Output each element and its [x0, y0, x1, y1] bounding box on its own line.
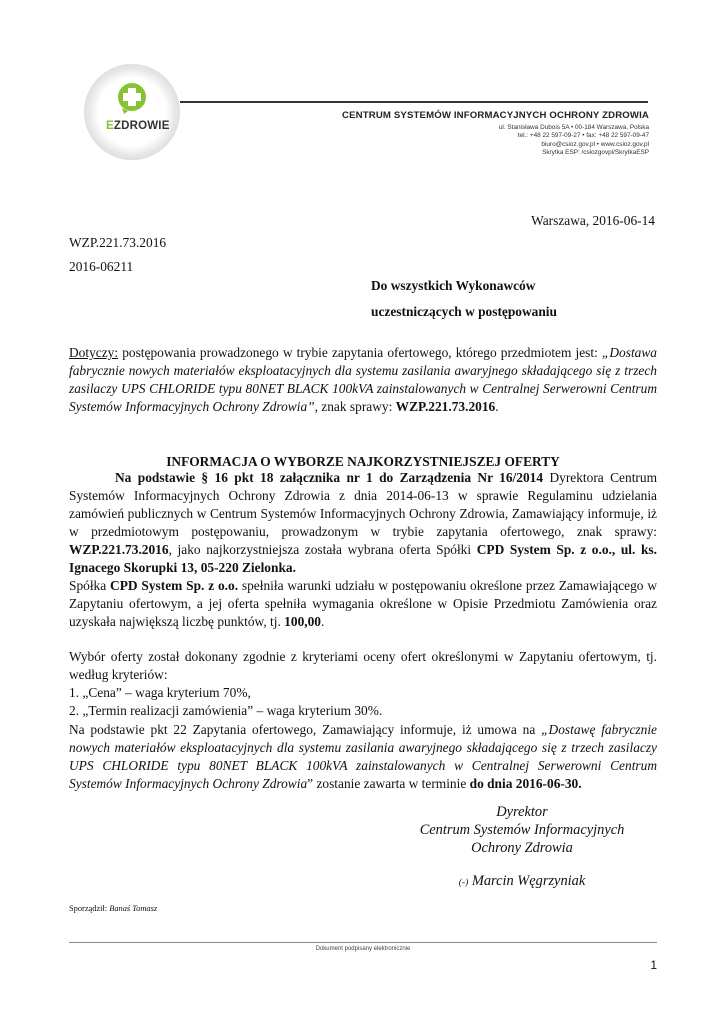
- contract-subject: „Dostawę fabrycznie nowych materiałów eksploatacyjnych dla systemu zasilania awaryjnego składającego się z trzech zasilaczy UPS CHLORIDE typu 80NET BLACK 100kVA zainstalowanych w Centralnej Serwerowni Centrum Systemów Informacyjnych Ochrony Zdrowia: [69, 722, 657, 791]
- prepared-by: [69, 904, 157, 913]
- signature-name: [372, 872, 672, 892]
- signature-prefix: (-): [458, 878, 469, 888]
- case-reference: WZP.221.73.2016: [69, 235, 167, 250]
- footer-note: Dokument podpisany elektronicznie: [315, 946, 411, 952]
- section-heading: INFORMACJA O WYBORZE NAJKORZYSTNIEJSZEJ OFERTY: [166, 454, 560, 469]
- concerning-block: [69, 344, 657, 416]
- signature-person: Marcin Węgrzyniak: [468, 873, 586, 889]
- address-line: Skrytka ESP: /csiozgovpl/SkrytkaESP: [542, 149, 649, 157]
- paragraph-text: Spółka: [69, 578, 111, 593]
- page-number: 1: [650, 958, 657, 972]
- footer-rule: [69, 942, 657, 943]
- header-address: [499, 124, 649, 158]
- addressee-line-2: uczestniczących w postępowaniu: [371, 304, 557, 319]
- legal-basis: Na podstawie § 16 pkt 18 załącznika nr 1 do Zarządzenia Nr 16/2014: [115, 470, 544, 485]
- logo-emblem-icon: [82, 62, 182, 162]
- document-number: 2016-06211: [69, 259, 134, 274]
- criteria-item: 1. „Cena” – waga kryterium 70%,: [69, 685, 251, 700]
- prepared-by-name: Banaś Tomasz: [109, 904, 158, 913]
- logo-text-e: E: [106, 120, 114, 132]
- concerning-case-number: WZP.221.73.2016: [395, 399, 496, 414]
- document-date: Warszawa, 2016-06-14: [531, 213, 655, 228]
- address-line: tel.: +48 22 597-09-27 • fax: +48 22 597-09-47: [517, 132, 649, 140]
- paragraph-contract: [69, 721, 657, 793]
- paragraph-text: spełniła warunki udziału w postępowaniu określone przez Zamawiającego w Zapytaniu ofertowym, a jej oferta spełniła wymagania określone w Opisie Przedmiotu Zamówienia oraz uzyskała największą liczbę punktów, tj.: [69, 578, 658, 629]
- paragraph-text: , jako najkorzystniejsza została wybrana oferta Spółki: [168, 542, 477, 557]
- case-number: WZP.221.73.2016: [69, 542, 169, 557]
- concerning-end: .: [495, 399, 499, 414]
- paragraph-text: ” zostanie zawarta w terminie: [307, 776, 470, 791]
- concerning-label: Dotyczy:: [69, 345, 119, 360]
- addressee-line-1: Do wszystkich Wykonawców: [371, 278, 536, 293]
- prepared-by-label: Sporządził:: [69, 904, 110, 913]
- score: 100,00: [284, 614, 321, 629]
- criteria-intro: Wybór oferty został dokonany zgodnie z kryteriami oceny ofert określonymi w Zapytaniu ofertowym, tj. według kryteriów:: [69, 649, 657, 682]
- logo-text: [106, 120, 170, 132]
- concerning-subject: „Dostawa fabrycznie nowych materiałów eksploatacyjnych dla systemu zasilania awaryjnego składającego się z trzech zasilaczy UPS CHLORIDE typu 80NET BLACK 100kVA zainstalowanych w Centralnej Serwerowni Centrum Systemów Informacyjnych Ochrony Zdrowia”: [69, 345, 657, 414]
- criteria-item: 2. „Termin realizacji zamówienia” – waga kryterium 30%.: [69, 703, 383, 718]
- address-line: biuro@csioz.gov.pl • www.csioz.gov.pl: [541, 140, 649, 148]
- paragraph-text: Na podstawie pkt 22 Zapytania ofertowego, Zamawiający informuje, iż umowa na: [69, 722, 542, 737]
- header-org-name: CENTRUM SYSTEMÓW INFORMACYJNYCH OCHRONY ZDROWIA: [342, 110, 649, 121]
- paragraph-text: .: [321, 614, 325, 629]
- address-line: ul. Stanisława Dubois 5A • 00-184 Warszawa, Polska: [498, 124, 649, 131]
- signature-org-2: Ochrony Zdrowia: [471, 840, 573, 856]
- paragraph-decision: [69, 469, 657, 631]
- paragraph-text: Dyrektora Centrum Systemów Informacyjnych Ochrony Zdrowia z dnia 2014-06-13 w sprawie Regulaminu udzielania zamówień publicznych w Centrum Systemów Informacyjnych Ochrony Zdrowia, Zamawiający informuje, iż w przedmiotowym postępowaniu, prowadzonym w trybie zapytania ofertowego, znak sprawy:: [69, 470, 657, 539]
- signature-title: Dyrektor: [496, 804, 548, 820]
- header-rule: [180, 101, 648, 103]
- winner-name: CPD System Sp. z o.o.: [110, 578, 239, 593]
- contract-deadline: do dnia 2016-06-30.: [469, 776, 582, 791]
- winner-name-address: CPD System Sp. z o.o., ul. ks. Ignacego Skorupki 13, 05-220 Zielonka.: [69, 542, 657, 575]
- paragraph-criteria: [69, 648, 657, 720]
- logo-text-rest: ZDROWIE: [113, 120, 170, 132]
- concerning-text-2: , znak sprawy:: [314, 399, 393, 414]
- ezdrowie-logo: [82, 62, 182, 162]
- signature-org-1: Centrum Systemów Informacyjnych: [419, 822, 625, 838]
- concerning-text: postępowania prowadzonego w trybie zapytania ofertowego, którego przedmiotem jest:: [118, 345, 602, 360]
